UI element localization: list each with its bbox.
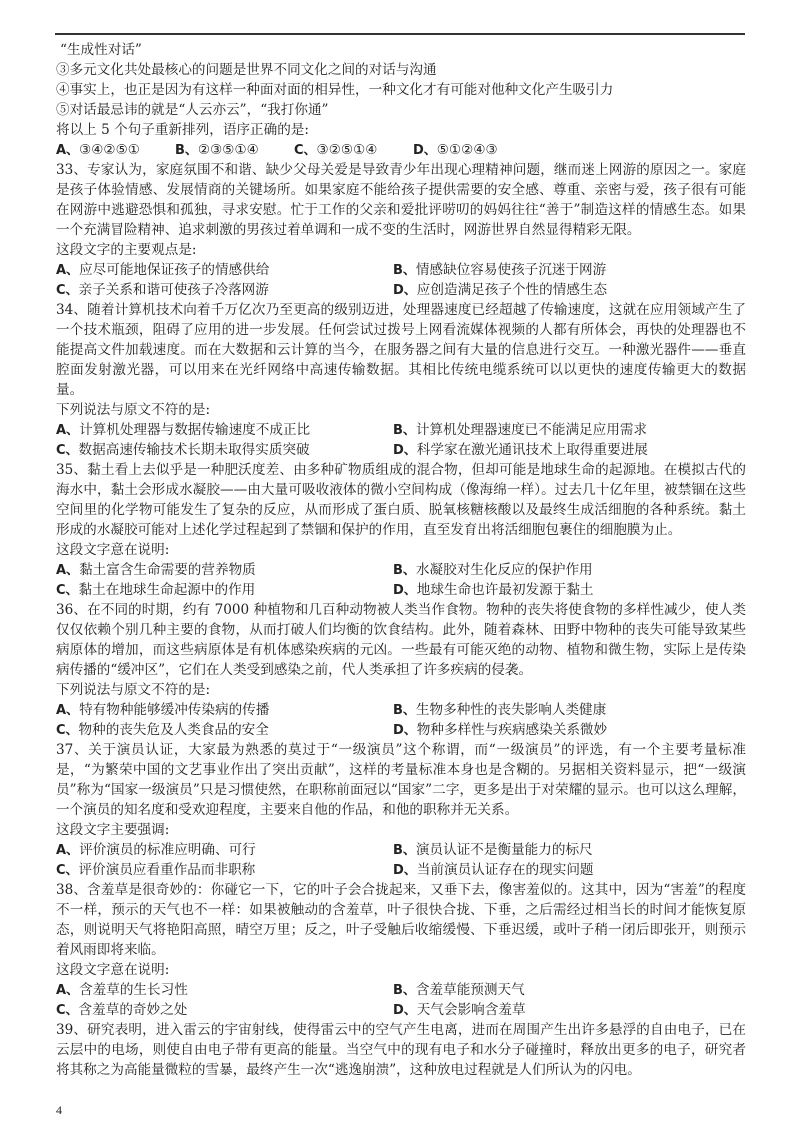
- option-a[interactable]: A、黏土富含生命需要的营养物质: [56, 562, 256, 578]
- question-passage: 37、关于演员认证，大家最为熟悉的莫过于“一级演员”这个称谓，而“一级演员”的评选，有一个主要考量标准是，“为繁荣中国的文艺事业作出了突出贡献”，这样的考量标准本身也是含糊的。另据相关资料显示，把“一级演员”称为“国家一级演员”只是习惯使然，在职称前面冠以“国家”二字，更多是出于对荣耀的显示。也可以这么理解，一个演员的知名度和受欢迎程度，主要来自他的作品，和他的职称并无关系。: [56, 742, 746, 818]
- options-row: [56, 1000, 746, 1020]
- option-d[interactable]: D、应创造满足孩子个性的情感生态: [393, 282, 608, 298]
- page-content: [56, 40, 746, 1080]
- question-number: 33、: [56, 162, 88, 178]
- option-d[interactable]: D、天气会影响含羞草: [393, 1002, 526, 1018]
- option-c[interactable]: C、黏土在地球生命起源中的作用: [56, 582, 256, 598]
- option-c[interactable]: C、含羞草的奇妙之处: [56, 1002, 188, 1018]
- question-prompt: 这段文字的主要观点是:: [56, 242, 197, 258]
- question-passage: 39、研究表明，进入雷云的宇宙射线，使得雷云中的空气产生电离，进而在周围产生出许多悬浮的自由电子，已在云层中的电场，则使自由电子带有更高的能量。当空气中的现有电子和水分子碰撞时，释放出更多的电子，研究者将其称之为高能量微粒的雪暴，最终产生一次“逃逸崩溃”，这种放电过程就是人们所认为的闪电。: [56, 1022, 746, 1078]
- question-prompt: 下列说法与原文不符的是:: [56, 682, 211, 698]
- option-c[interactable]: C、数据高速传输技术长期未取得实质突破: [56, 442, 310, 458]
- question-prompt: 这段文字主要强调:: [56, 822, 170, 838]
- question-prompt: 下列说法与原文不符的是:: [56, 402, 211, 418]
- sentence-line: ③多元文化共处最核心的问题是世界不同文化之间的对话与沟通: [56, 62, 437, 78]
- option-d[interactable]: D、地球生命也许最初发源于黏土: [393, 582, 594, 598]
- options-row: [56, 260, 746, 280]
- question-38: [56, 880, 746, 1020]
- options-row: [56, 840, 746, 860]
- question-number: 39、: [56, 1022, 88, 1038]
- option-a[interactable]: A、计算机处理器与数据传输速度不成正比: [56, 422, 311, 438]
- options-row: [56, 140, 746, 160]
- option-a[interactable]: A、评价演员的标准应明确、可行: [56, 842, 256, 858]
- option-a[interactable]: A、特有物种能够缓冲传染病的传播: [56, 702, 270, 718]
- option-d[interactable]: D、⑤①②④③: [413, 142, 498, 158]
- option-b[interactable]: B、水凝胶对生化反应的保护作用: [393, 562, 593, 578]
- option-b[interactable]: B、演员认证不是衡量能力的标尺: [393, 842, 593, 858]
- question-36: [56, 600, 746, 740]
- option-c[interactable]: C、亲子关系和谐可使孩子冷落网游: [56, 282, 269, 298]
- question-prompt: 这段文字意在说明:: [56, 962, 170, 978]
- question-number: 34、: [56, 302, 88, 318]
- option-b[interactable]: B、含羞草能预测天气: [393, 982, 525, 998]
- option-a[interactable]: A、③④②⑤①: [56, 142, 140, 158]
- question-passage: 35、黏土看上去似乎是一种肥沃度差、由多种矿物质组成的混合物，但却可能是地球生命的起源地。在模拟古代的海水中，黏土会形成水凝胶——由大量可吸收液体的微小空间构成（像海绵一样）。过去几十亿年里，被禁锢在这些空间里的化学物可能发生了复杂的反应，从而形成了蛋白质、脱氧核糖核酸以及最终生成活细胞的各种系统。黏土形成的水凝胶可能对上述化学过程起到了禁锢和保护的作用，直至发育出将活细胞包裹住的细胞膜为止。: [56, 462, 746, 538]
- option-b[interactable]: B、计算机处理器速度已不能满足应用需求: [393, 422, 648, 438]
- option-d[interactable]: D、物种多样性与疾病感染关系微妙: [393, 722, 608, 738]
- options-row: [56, 980, 746, 1000]
- option-d[interactable]: D、当前演员认证存在的现实问题: [393, 862, 594, 878]
- question-37: [56, 740, 746, 880]
- option-b[interactable]: B、生物多种性的丧失影响人类健康: [393, 702, 607, 718]
- question-number: 37、: [56, 742, 89, 758]
- header-rule: [55, 33, 745, 35]
- question-39: [56, 1020, 746, 1080]
- question-passage: 36、在不同的时期，约有 7000 种植物和几百种动物被人类当作食物。物种的丧失将使食物的多样性减少，使人类仅仅依赖个别几种主要的食物，从而打破人们均衡的饮食结构。此外，随着森林、田野中物种的丧失可能导致某些病原体的增加，而这些病原体是有机体感染疾病的元凶。一些最有可能灭绝的动物、植物和微生物，实际上是传染病传播的“缓冲区”，它们在人类受到感染之前，代人类承担了许多疾病的侵袭。: [56, 602, 746, 678]
- option-d[interactable]: D、科学家在激光通讯技术上取得重要进展: [393, 442, 648, 458]
- option-b[interactable]: B、情感缺位容易使孩子沉迷于网游: [393, 262, 607, 278]
- question-34: [56, 300, 746, 460]
- options-row: [56, 580, 746, 600]
- question-number: 35、: [56, 462, 88, 478]
- question-number: 38、: [56, 882, 88, 898]
- options-row: [56, 860, 746, 880]
- question-passage: 34、随着计算机技术向着千万亿次乃至更高的级别迈进，处理器速度已经超越了传输速度，这就在应用领域产生了一个技术瓶颈，阻碍了应用的进一步发展。任何尝试过拨号上网看流媒体视频的人都有所体会，再快的处理器也不能提高文件加载速度。而在大数据和云计算的当今，在服务器之间有大量的信息进行交互。一种激光器件——垂直腔面发射激光器，可以用来在光纤网络中高速传输数据。其相比传统电缆系统可以以更快的速度传输更大的数据量。: [56, 302, 746, 398]
- question-number: 36、: [56, 602, 88, 618]
- options-row: [56, 720, 746, 740]
- options-row: [56, 440, 746, 460]
- question-prompt: 将以上 5 个句子重新排列，语序正确的是:: [56, 122, 309, 138]
- question-32-tail: [56, 40, 746, 160]
- option-c[interactable]: C、物种的丧失危及人类食品的安全: [56, 722, 269, 738]
- question-35: [56, 460, 746, 600]
- question-passage: 38、含羞草是很奇妙的：你碰它一下，它的叶子会合拢起来，又垂下去，像害羞似的。这其中，因为“害羞”的程度不一样，预示的天气也不一样：如果被触动的含羞草，叶子很快合拢、下垂，之后需经过相当长的时间才能恢复原态，则说明天气将艳阳高照，晴空万里；反之，叶子受触后收缩缓慢、下垂迟缓，或叶子稍一闭后即张开，则预示着风雨即将来临。: [56, 882, 746, 958]
- question-33: [56, 160, 746, 300]
- option-a[interactable]: A、含羞草的生长习性: [56, 982, 188, 998]
- page-number: 4: [56, 1103, 62, 1117]
- question-prompt: 这段文字意在说明:: [56, 542, 170, 558]
- options-row: [56, 560, 746, 580]
- option-b[interactable]: B、②③⑤①④: [175, 142, 259, 158]
- sentence-line: ④事实上，也正是因为有这样一种面对面的相异性，一种文化才有可能对他种文化产生吸引力: [56, 82, 614, 98]
- options-row: [56, 700, 746, 720]
- sentence-line: ⑤对话最忌讳的就是“人云亦云”，“我打你通”: [56, 102, 329, 118]
- option-a[interactable]: A、应尽可能地保证孩子的情感供给: [56, 262, 270, 278]
- question-passage: 33、专家认为，家庭氛围不和谐、缺少父母关爱是导致青少年出现心理精神问题，继而迷上网游的原因之一。家庭是孩子体验情感、发展情商的关键场所。如果家庭不能给孩子提供需要的安全感、尊重、亲密与爱，孩子很有可能在网游中逃避恐惧和孤独，寻求安慰。忙于工作的父亲和爱批评唠叨的妈妈往往“善于”制造这样的情感生态。如果一个充满冒险精神、追求刺激的男孩过着单调和一成不变的生活时，网游世界自然显得精彩无限。: [56, 162, 746, 238]
- sentence-line: “生成性对话”: [60, 42, 142, 58]
- option-c[interactable]: C、评价演员应看重作品而非职称: [56, 862, 256, 878]
- options-row: [56, 420, 746, 440]
- options-row: [56, 280, 746, 300]
- option-c[interactable]: C、③②⑤①④: [294, 142, 378, 158]
